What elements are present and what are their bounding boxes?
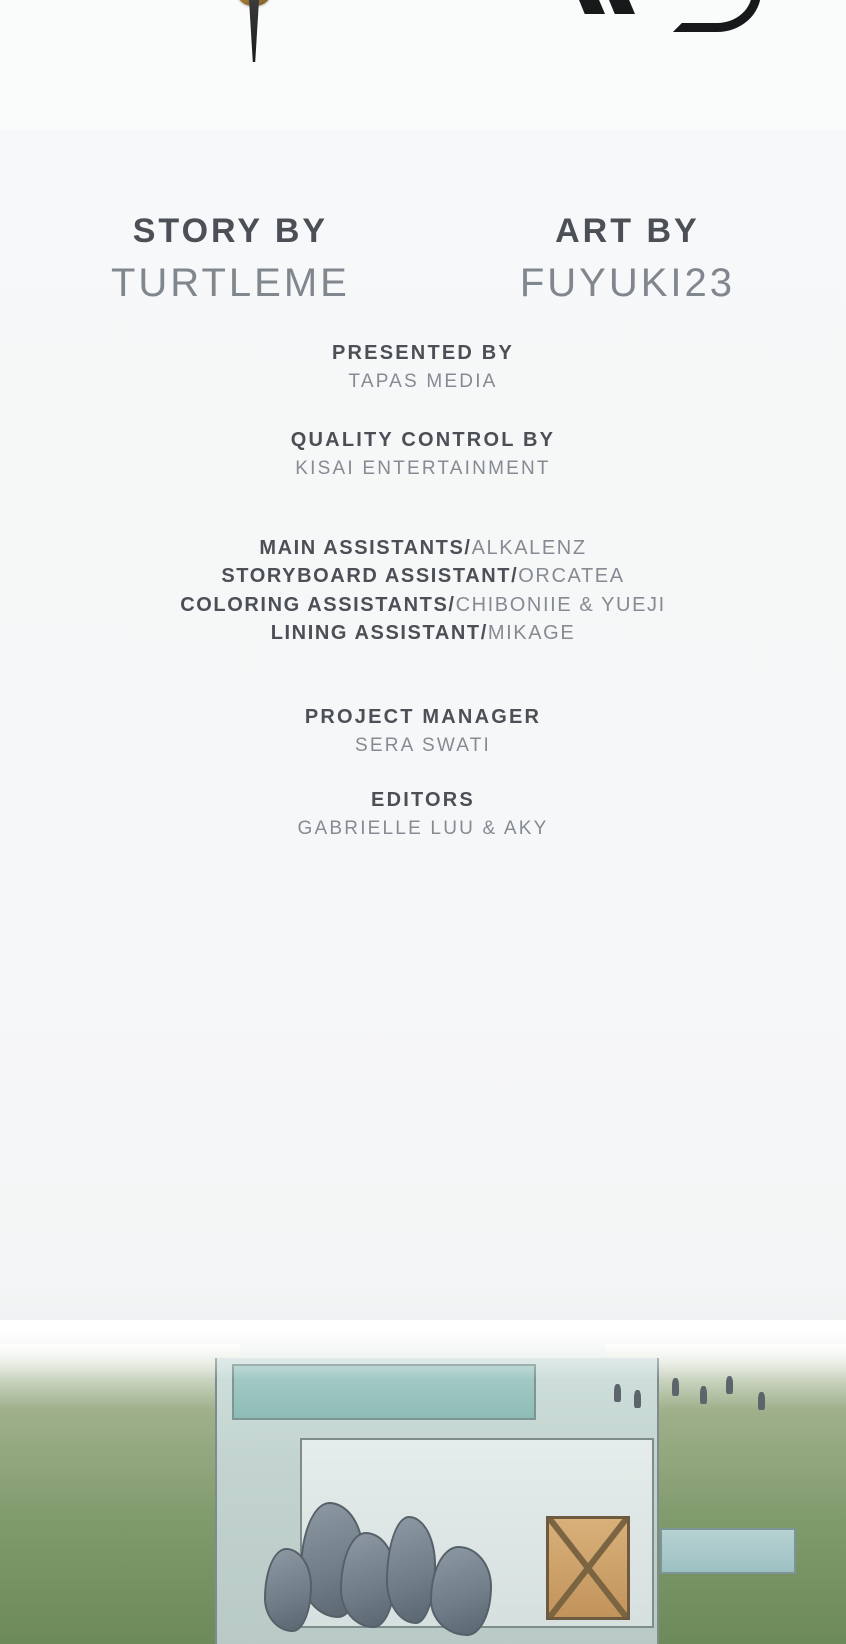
credit-name-value: TURTLEME <box>110 261 350 305</box>
grass-left <box>0 1344 240 1644</box>
wooden-gate <box>546 1516 630 1620</box>
credit-story-by <box>111 212 350 306</box>
assistant-role-label: STORYBOARD ASSISTANT/ <box>221 565 519 588</box>
credit-role-label: EDITORS <box>371 788 475 811</box>
reflecting-pool <box>232 1364 536 1420</box>
water-channel <box>660 1528 796 1574</box>
credit-assistants-list <box>0 534 846 648</box>
credit-quality-control-by <box>0 429 846 480</box>
person-figure <box>726 1376 733 1394</box>
title-logo-fragment <box>561 0 751 26</box>
person-figure <box>614 1384 621 1402</box>
credit-name-value: TAPAS MEDIA <box>348 371 498 392</box>
assistant-role-label: LINING ASSISTANT/ <box>270 622 488 645</box>
logo-stroke-right <box>673 0 761 32</box>
assistant-names: ORCATEA <box>518 565 625 588</box>
logo-stroke-left <box>561 0 605 14</box>
top-artwork <box>0 0 846 130</box>
bottom-artwork <box>0 1320 846 1644</box>
person-figure <box>758 1392 765 1410</box>
credit-name-value: SERA SWATI <box>354 734 492 756</box>
credit-project-manager <box>0 706 846 757</box>
assistant-line <box>0 619 846 647</box>
rock <box>264 1548 312 1632</box>
rock <box>386 1516 436 1624</box>
person-figure <box>700 1386 707 1404</box>
assistant-names: CHIBONIIE & YUEJI <box>455 593 666 616</box>
primary-credits-row <box>0 212 846 306</box>
credit-role-label: QUALITY CONTROL BY <box>290 429 556 451</box>
credit-name-value: GABRIELLE LUU & AKY <box>297 817 549 839</box>
assistant-role-label: COLORING ASSISTANTS/ <box>180 593 456 616</box>
credit-name-value: FUYUKI23 <box>519 261 735 305</box>
assistant-line <box>0 591 846 619</box>
assistant-role-label: MAIN ASSISTANTS/ <box>259 537 472 559</box>
credit-art-by <box>520 212 735 306</box>
credit-role-label: PRESENTED BY <box>332 342 514 364</box>
credit-presented-by <box>0 342 846 393</box>
person-figure <box>672 1378 679 1396</box>
assistant-names: ALKALENZ <box>471 537 587 559</box>
credits-section <box>0 140 846 840</box>
sword-blade <box>249 0 259 62</box>
credit-editors <box>0 789 846 840</box>
person-figure <box>634 1390 641 1408</box>
credit-role-label: PROJECT MANAGER <box>304 705 542 728</box>
credit-name-value: KISAI ENTERTAINMENT <box>295 458 551 479</box>
credit-role-label: STORY BY <box>132 212 329 250</box>
credit-role-label: ART BY <box>555 212 700 250</box>
sword-icon <box>236 0 272 90</box>
assistant-names: MIKAGE <box>487 622 576 645</box>
assistant-line <box>0 534 846 562</box>
assistant-line <box>0 562 846 590</box>
rock <box>430 1546 492 1636</box>
